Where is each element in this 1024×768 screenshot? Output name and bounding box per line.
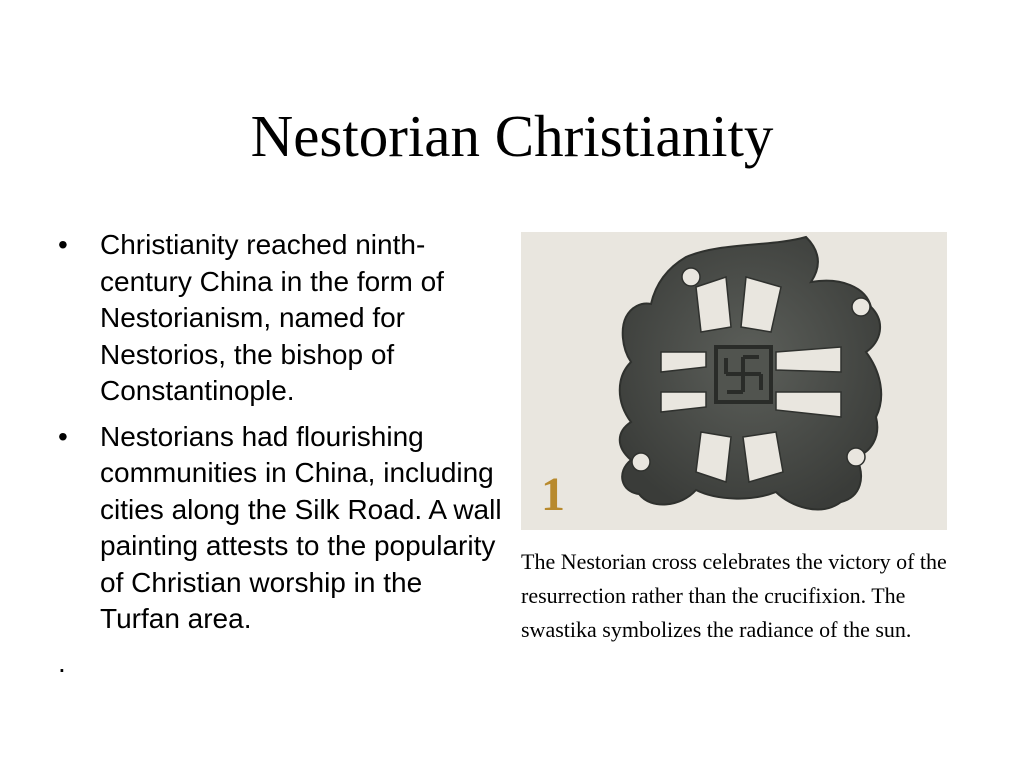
slide-title: Nestorian Christianity [250,103,774,169]
bullet-list [58,227,503,690]
bullet-marker: • [58,420,68,452]
nestorian-cross-photo [521,232,947,530]
artifact-number-label: 1 [541,468,565,521]
bullet-text: Nestorians had flourishing communities in China, including cities along the Silk Road. A wall painting attests to the popularity of Christian worship in the Turfan area. [100,420,502,634]
stray-period: . [58,646,66,678]
bullet-marker: • [58,229,68,260]
bullet-item [58,227,503,410]
bullet-item [58,419,503,638]
bullet-text: Christianity reached ninth-century China in the form of Nestorianism, named for Nestorios, the bishop of Constantinople. [100,229,444,406]
nestorian-cross-artifact [521,232,947,530]
image-caption: The Nestorian cross celebrates the victory of the resurrection rather than the crucifixion. The swastika symbolizes the radiance of the sun. [521,549,947,642]
